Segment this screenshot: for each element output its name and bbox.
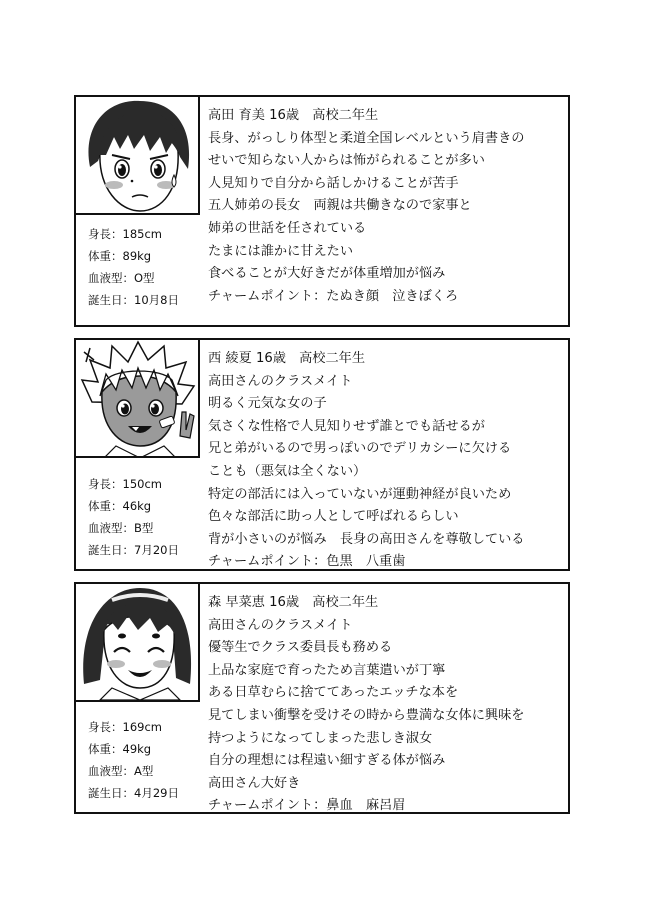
character-illustration <box>76 97 198 213</box>
bio-heading: 西 綾夏 16歳 高校二年生 <box>208 351 366 366</box>
bio-line: 長身、がっしり体型と柔道全国レベルという肩書きの <box>208 130 525 146</box>
bio-line: 兄と弟がいるので男っぽいのでデリカシーに欠ける <box>208 441 512 457</box>
bio-line: 持つようになってしまった悲しき淑女 <box>208 730 433 746</box>
character-portrait <box>76 340 200 458</box>
character-illustration <box>76 584 198 700</box>
birthday-stat: 誕生日：10月8日 <box>88 293 179 307</box>
bio-line: 明るく元気な女の子 <box>208 396 327 412</box>
blood-type-stat: 血液型：A型 <box>88 764 154 778</box>
bio-line: 人見知りで自分から話しかけることが苦手 <box>208 175 459 191</box>
bio-line: 気さくな性格で人見知りせず誰とでも話せるが <box>208 418 485 434</box>
bio-line: 高田さんのクラスメイト <box>208 373 353 389</box>
bio-line: たまには誰かに甘えたい <box>208 243 354 259</box>
bio-line: せいで知らない人からは怖がられることが多い <box>208 153 485 169</box>
bio-line: 食べることが大好きだが体重増加が悩み <box>208 266 446 282</box>
bio-heading: 森 早菜恵 16歳 高校二年生 <box>208 595 379 610</box>
weight-stat: 体重：89kg <box>88 249 152 263</box>
bio-line: ことも（悪気は全くない） <box>208 463 367 479</box>
bio-line: 色々な部活に助っ人として呼ばれるらしい <box>208 509 459 525</box>
profile-card-mori <box>74 582 570 814</box>
bio-text <box>208 348 570 574</box>
bio-charm-point: チャームポイント：色黒 八重歯 <box>208 554 406 570</box>
bio-line: 自分の理想には程遠い細すぎる体が悩み <box>208 753 446 769</box>
stats-list <box>88 716 200 804</box>
character-portrait <box>76 584 200 702</box>
profile-card-takada <box>74 95 570 327</box>
bio-line: ある日草むらに捨ててあったエッチな本を <box>208 685 459 701</box>
height-stat: 身長：150cm <box>88 477 162 491</box>
bio-charm-point: チャームポイント：鼻血 麻呂眉 <box>208 798 406 814</box>
character-portrait <box>76 97 200 215</box>
birthday-stat: 誕生日：7月20日 <box>88 543 179 557</box>
bio-line: 上品な家庭で育ったため言葉遣いが丁寧 <box>208 662 446 678</box>
bio-text <box>208 592 570 818</box>
height-stat: 身長：185cm <box>88 227 162 241</box>
bio-line: 高田さん大好き <box>208 775 301 791</box>
weight-stat: 体重：49kg <box>88 742 152 756</box>
blood-type-stat: 血液型：B型 <box>88 521 154 535</box>
weight-stat: 体重：46kg <box>88 499 152 513</box>
height-stat: 身長：169cm <box>88 720 162 734</box>
character-illustration <box>76 340 198 458</box>
blood-type-stat: 血液型：O型 <box>88 271 155 285</box>
profile-card-nishi <box>74 338 570 571</box>
bio-line: 優等生でクラス委員長も務める <box>208 640 393 656</box>
bio-line: 姉弟の世話を任されている <box>208 220 367 236</box>
bio-charm-point: チャームポイント：たぬき顔 泣きぼくろ <box>208 288 459 304</box>
bio-line: 五人姉弟の長女 両親は共働きなので家事と <box>208 198 472 214</box>
bio-line: 見てしまい衝撃を受けその時から豊満な女体に興味を <box>208 707 525 723</box>
bio-line: 背が小さいのが悩み 長身の高田さんを尊敬している <box>208 531 525 547</box>
bio-text <box>208 105 570 308</box>
bio-line: 高田さんのクラスメイト <box>208 617 353 633</box>
bio-heading: 高田 育美 16歳 高校二年生 <box>208 108 379 123</box>
stats-list <box>88 473 200 561</box>
stats-list <box>88 223 200 311</box>
bio-line: 特定の部活には入っていないが運動神経が良いため <box>208 486 512 502</box>
birthday-stat: 誕生日：4月29日 <box>88 786 179 800</box>
